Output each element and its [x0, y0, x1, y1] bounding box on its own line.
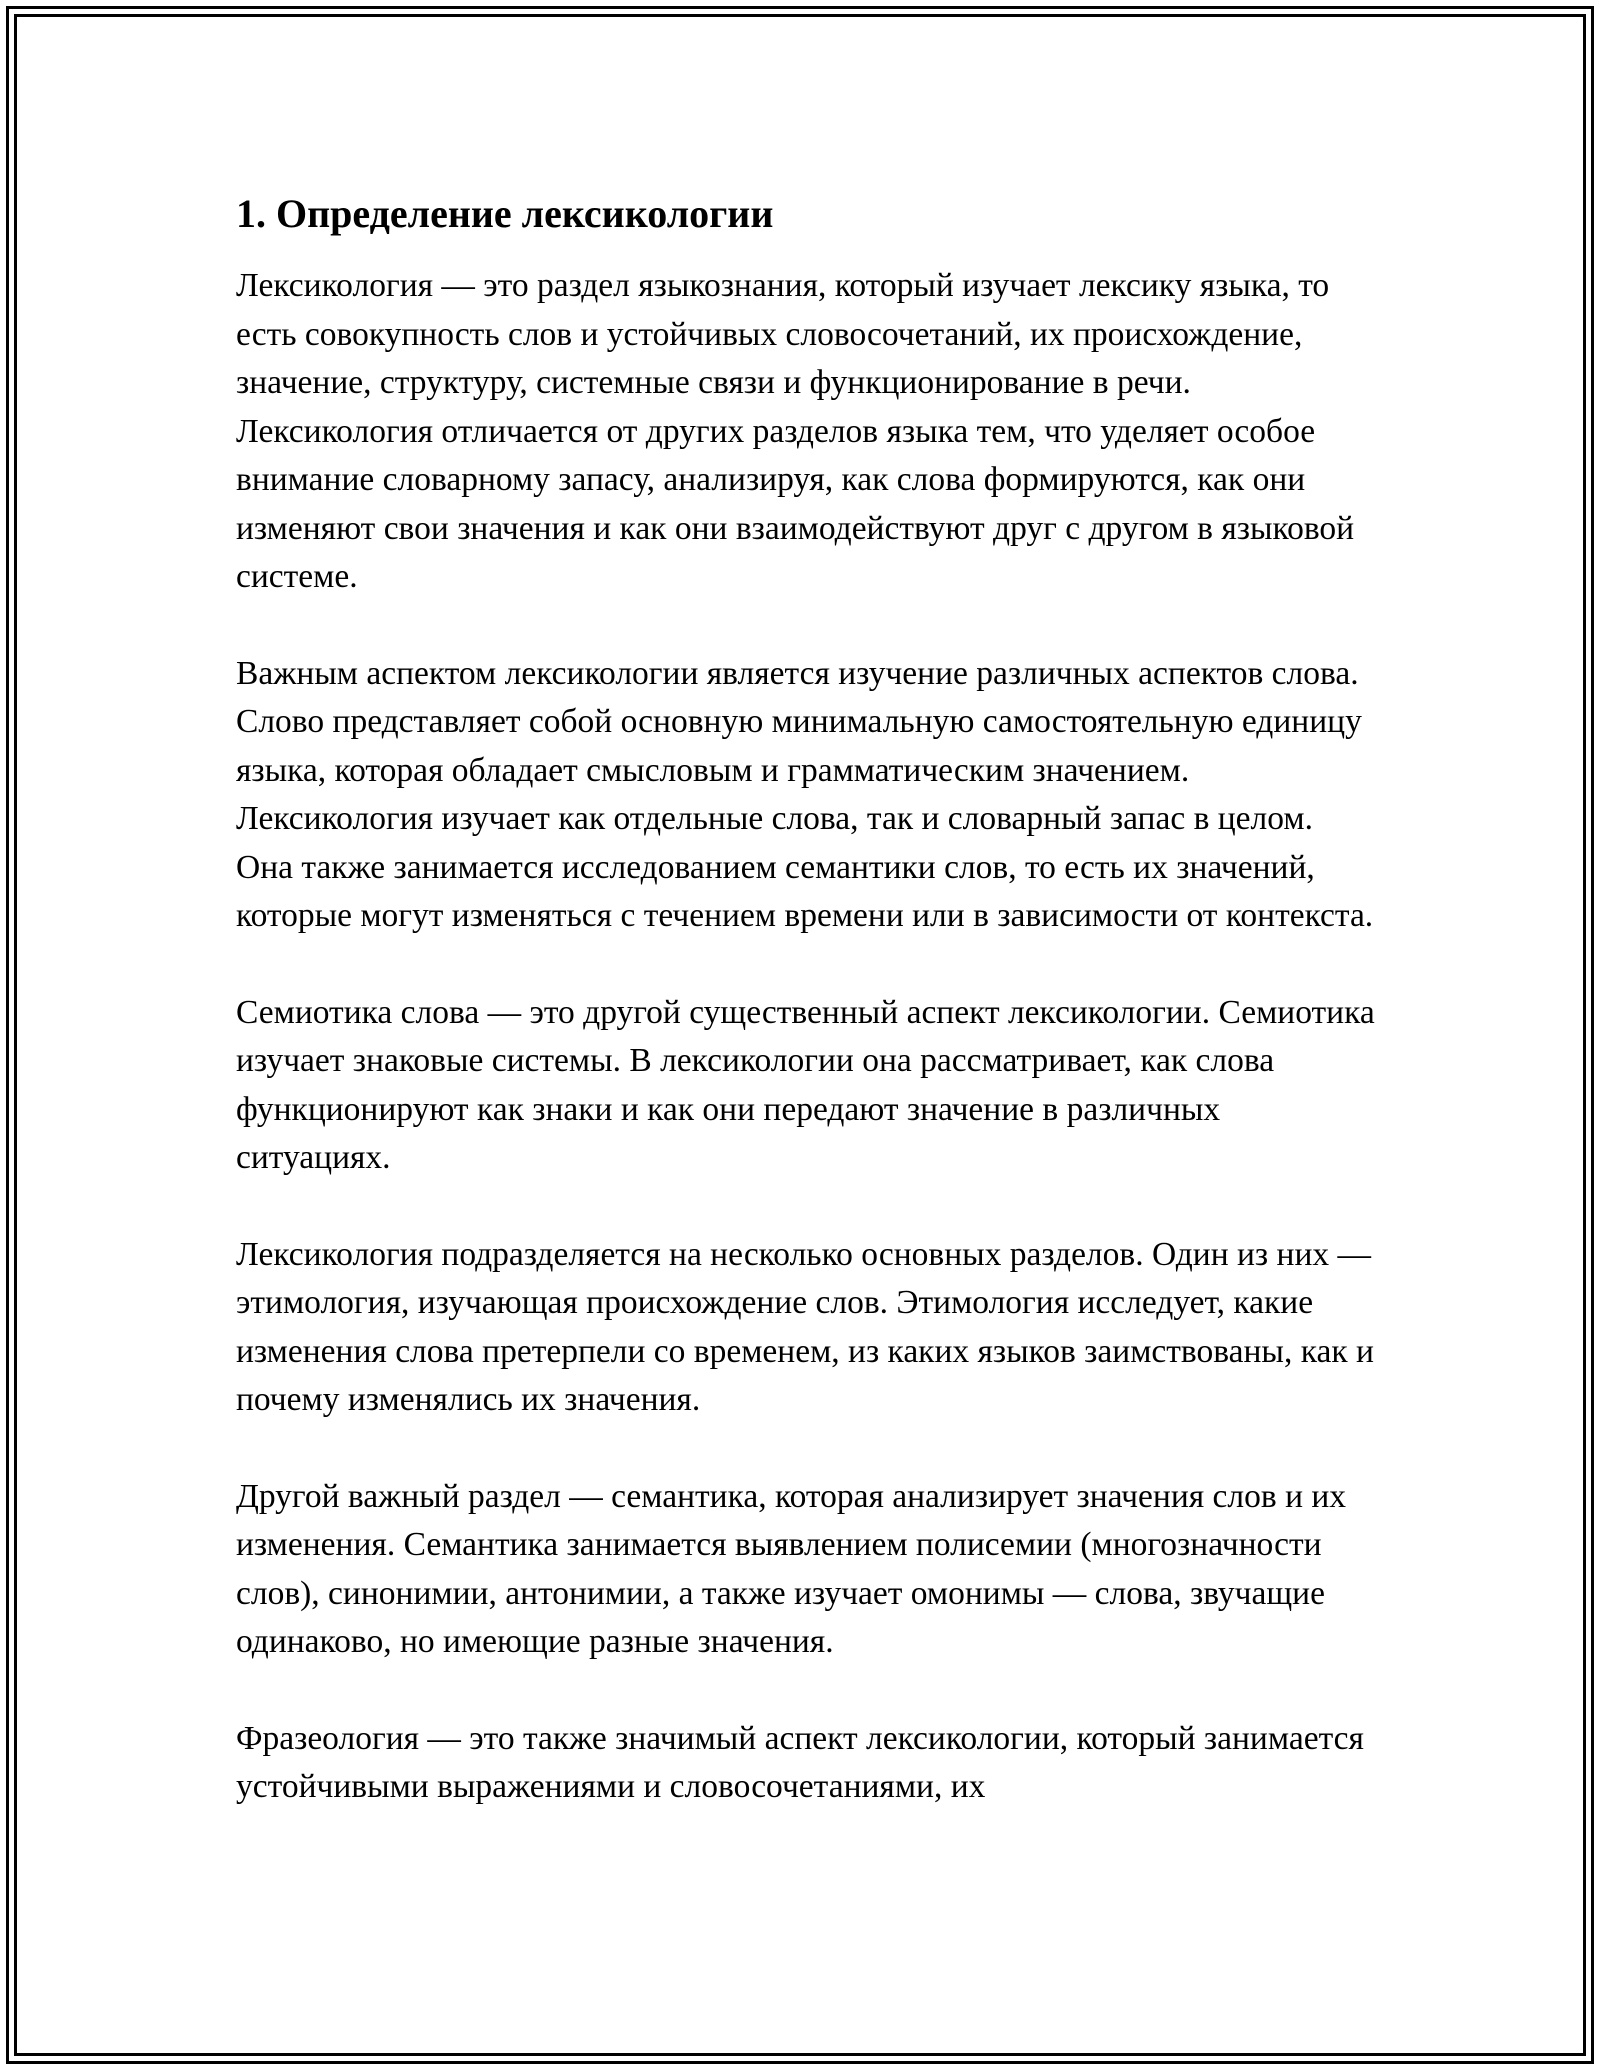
paragraph-etymology: Лексикология подразделяется на несколько основных разделов. Один из них — этимология, изучающая происхождение слов. Этимология исследует, какие изменения слова претерпели со временем, из каких языков заимствованы, как и почему изменялись их значения.	[236, 1235, 1374, 1418]
paragraph-semantics: Другой важный раздел — семантика, которая анализирует значения слов и их изменения. Семантика занимается выявлением полисемии (многозначности слов), синонимии, антонимии, а также изучает омонимы — слова, звучащие одинаково, но имеющие разные значения.	[236, 1477, 1347, 1660]
paragraph-word-aspects: Важным аспектом лексикологии является изучение различных аспектов слова. Слово представляет собой основную минимальную самостоятельную единицу языка, которая обладает смысловым и грамматическим значением. Лексикология изучает как отдельные слова, так и словарный запас в целом. Она также занимается исследованием семантики слов, то есть их значений, которые могут изменяться с течением времени или в зависимости от контекста.	[236, 654, 1374, 934]
document-body	[236, 180, 1376, 1860]
paragraph-definition: Лексикология — это раздел языкознания, который изучает лексику языка, то есть совокупность слов и устойчивых словосочетаний, их происхождение, значение, структуру, системные связи и функционирование в речи. Лексикология отличается от других разделов языка тем, что уделяет особое внимание словарному запасу, анализируя, как слова формируются, как они изменяют свои значения и как они взаимодействуют друг с другом в языковой системе.	[236, 267, 1355, 595]
paragraph-phraseology: Фразеология — это также значимый аспект лексикологии, который занимается устойчивыми выражениями и словосочетаниями, их	[236, 1719, 1364, 1805]
section-heading: 1. Определение лексикологии	[236, 191, 774, 236]
paragraph-semiotics: Семиотика слова — это другой существенный аспект лексикологии. Семиотика изучает знаковые системы. В лексикологии она рассматривает, как слова функционируют как знаки и как они передают значение в различных ситуациях.	[236, 993, 1375, 1176]
